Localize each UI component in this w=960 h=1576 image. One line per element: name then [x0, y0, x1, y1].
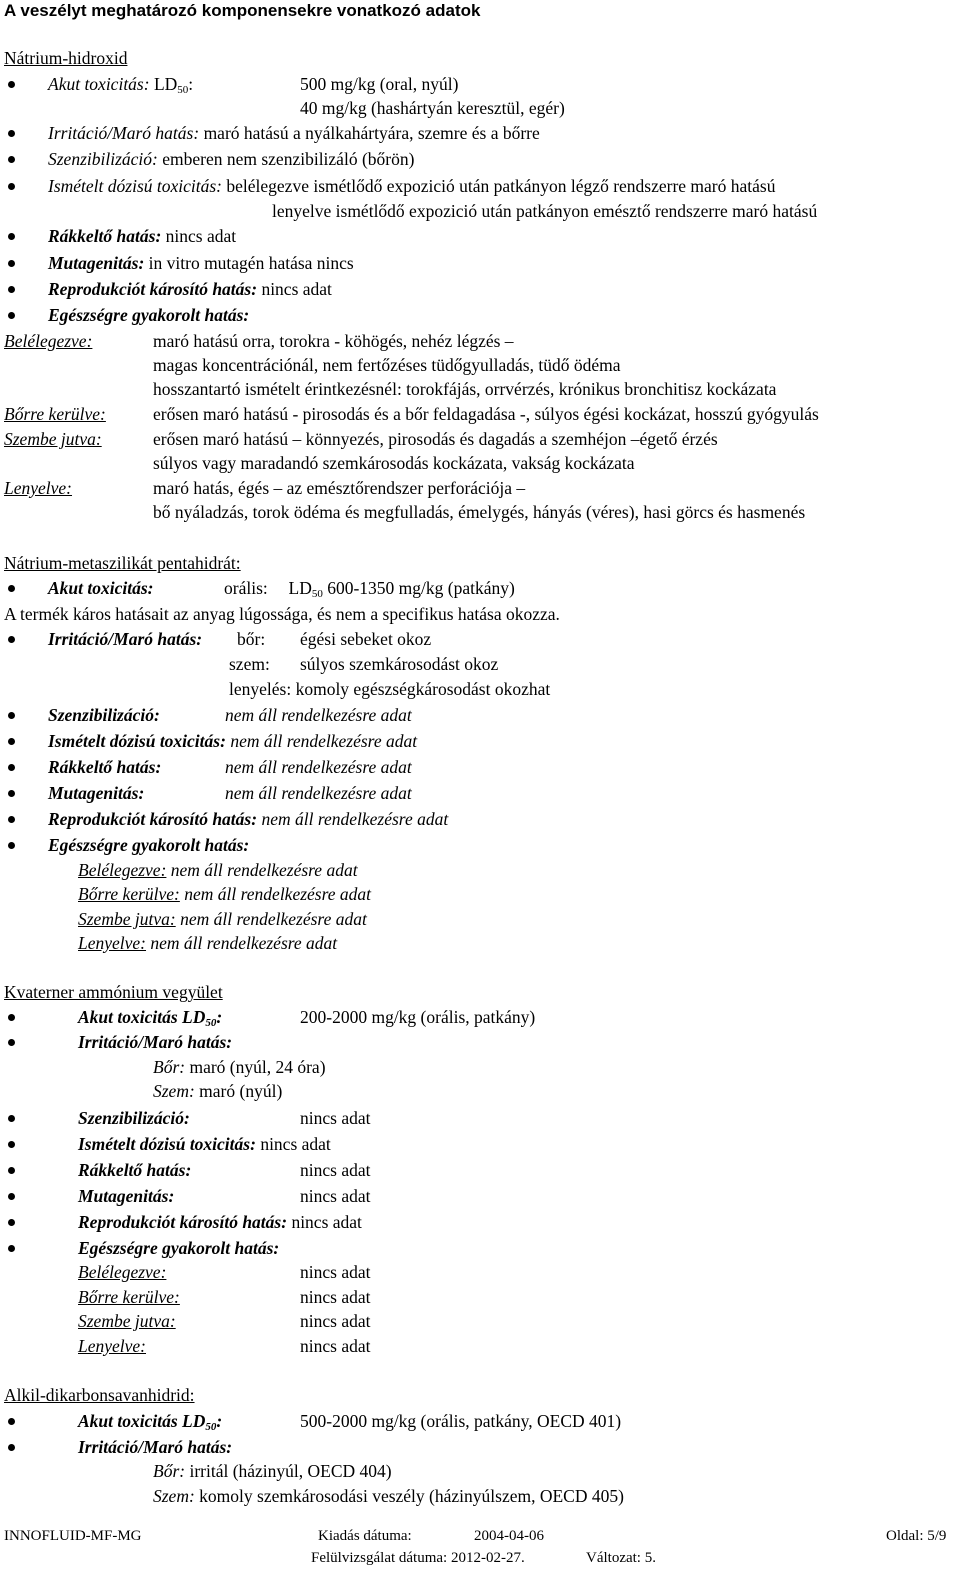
field-value: nincs adat [291, 1212, 362, 1232]
field-value: in vitro mutagén hatása nincs [148, 253, 354, 273]
bullet-icon [8, 1014, 15, 1021]
field-value: maró (nyúl) [199, 1081, 283, 1101]
field-label: Reprodukciót károsító hatás: [78, 1212, 288, 1232]
footer-issue-date: 2004-04-06 [474, 1528, 544, 1544]
bullet-icon [8, 636, 15, 643]
ld-subscript: 50 [311, 588, 323, 600]
repeated-dose-row [48, 175, 775, 197]
skin-row [153, 1056, 326, 1078]
bullet-icon [8, 712, 15, 719]
acute-label: Akut toxicitás LD [78, 1411, 206, 1431]
ingestion-label: Lenyelve: [78, 1336, 147, 1356]
health-effect-heading: Egészségre gyakorolt hatás: [48, 305, 250, 325]
page-title: A veszélyt meghatározó komponensekre vonatkozó adatok [4, 1, 481, 20]
route-label: lenyelés: [229, 679, 292, 699]
ld-prefix: LD [153, 74, 178, 94]
health-effect-heading: Egészségre gyakorolt hatás: [78, 1238, 280, 1258]
field-label: Akut toxicitás: [48, 74, 150, 94]
field-value: nincs adat [300, 1336, 371, 1356]
field-value: nincs adat [260, 1134, 331, 1154]
eye-label: Szembe jutva: [78, 909, 176, 929]
footer-review-date: Felülvizsgálat dátuma: 2012-02-27. [311, 1550, 525, 1566]
field-value: komoly egészségkárosodást okozhat [295, 679, 551, 699]
footer-issue-label: Kiadás dátuma: [318, 1528, 412, 1544]
field-value: lenyelve ismétlődő expozició után patkányon emésztő rendszerre maró hatású [272, 201, 818, 221]
route-label: Szem: [153, 1081, 195, 1101]
field-value: 500-2000 mg/kg (orális, patkány, OECD 401) [300, 1411, 622, 1431]
field-label: Irritáció/Maró hatás: [78, 1032, 233, 1052]
bullet-icon [8, 585, 15, 592]
field-value: súlyos szemkárosodást okoz [300, 654, 499, 674]
field-value: nincs adat [165, 226, 237, 246]
health-effect-heading: Egészségre gyakorolt hatás: [48, 835, 250, 855]
bullet-icon [8, 764, 15, 771]
field-value: nincs adat [300, 1108, 371, 1128]
bullet-icon [8, 1444, 15, 1451]
field-value: nem áll rendelkezésre adat [230, 731, 418, 751]
skin-label: Bőrre kerülve: [4, 404, 106, 424]
field-label [78, 1006, 222, 1028]
field-value: nem áll rendelkezésre adat [225, 705, 412, 725]
bullet-icon [8, 738, 15, 745]
bullet-icon [8, 790, 15, 797]
field-value: súlyos vagy maradandó szemkárosodás kockázata, vakság kockázata [153, 453, 635, 473]
field-label: Akut toxicitás: [48, 578, 154, 598]
route-label: orális: [224, 578, 268, 598]
field-value [229, 678, 550, 700]
field-label: Ismételt dózisú toxicitás: [48, 731, 226, 751]
field-value: égési sebeket okoz [300, 629, 432, 649]
inhalation-label: Belélegezve: [78, 1262, 167, 1282]
field-value: erősen maró hatású – könnyezés, pirosodás és dagadás a szemhéjon –égető érzés [153, 429, 718, 449]
bullet-icon [8, 1418, 15, 1425]
field-label: Reprodukciót károsító hatás: [48, 279, 258, 299]
field-value: 40 mg/kg (hashártyán keresztül, egér) [300, 98, 565, 118]
field-label: Mutagenitás: [78, 1186, 175, 1206]
field-value: maró hatású a nyálkahártyára, szemre és a bőrre [203, 123, 540, 143]
field-value: komoly szemkárosodási veszély (házinyúlszem, OECD 405) [199, 1486, 624, 1506]
bullet-icon [8, 286, 15, 293]
footer-page-number: Oldal: 5/9 [886, 1528, 947, 1544]
eye-label: Szembe jutva: [4, 429, 102, 449]
inhalation-row [78, 859, 358, 881]
reproductive-row [48, 808, 448, 830]
reproductive-row [48, 278, 332, 300]
bullet-icon [8, 260, 15, 267]
field-value: hosszantartó ismételt érintkezésnél: torokfájás, orrvérzés, krónikus bronchitisz kockázata [153, 379, 777, 399]
field-value: nem áll rendelkezésre adat [225, 783, 412, 803]
bullet-icon [8, 81, 15, 88]
carcinogenic-row [48, 225, 236, 247]
field-value: nincs adat [300, 1160, 371, 1180]
bullet-icon [8, 842, 15, 849]
note-text: A termék káros hatásait az anyag lúgossága, és nem a specifikus hatása okozza. [4, 604, 560, 624]
field-label: Ismételt dózisú toxicitás: [78, 1134, 256, 1154]
eye-row [153, 1485, 624, 1507]
repeated-dose-row [48, 730, 417, 752]
eye-row [153, 1080, 282, 1102]
field-label: Mutagenitás: [48, 783, 145, 803]
field-label: Mutagenitás: [48, 253, 145, 273]
bullet-icon [8, 1115, 15, 1122]
inhalation-label: Belélegezve: [78, 860, 167, 880]
bullet-icon [8, 156, 15, 163]
skin-row [153, 1460, 392, 1482]
ingestion-label: Lenyelve: [78, 933, 147, 953]
mutagenicity-row [48, 252, 354, 274]
field-label: Rákkeltő hatás: [48, 757, 162, 777]
bullet-icon [8, 130, 15, 137]
field-value: magas koncentrációnál, nem fertőzéses tüdőgyulladás, tüdő ödéma [153, 355, 621, 375]
ld-suffix: : [216, 1007, 223, 1027]
eye-row [78, 908, 367, 930]
field-value: erősen maró hatású - pirosodás és a bőr feldagadása -, súlyos égési kockázat, hosszú gyógyulás [153, 404, 819, 424]
ld-value: 600-1350 mg/kg (patkány) [327, 578, 515, 598]
field-label: Rákkeltő hatás: [48, 226, 162, 246]
acute-label: Akut toxicitás LD [78, 1007, 206, 1027]
field-value: emberen nem szenzibilizáló (bőrön) [162, 149, 415, 169]
field-label [78, 1410, 222, 1432]
field-value: maró hatás, égés – az emésztőrendszer perforációja – [153, 478, 526, 498]
bullet-icon [8, 183, 15, 190]
field-value: nincs adat [300, 1186, 371, 1206]
section-title-metasilicate: Nátrium-metaszilikát pentahidrát: [4, 553, 241, 573]
field-value: nem áll rendelkezésre adat [170, 860, 358, 880]
bullet-icon [8, 1245, 15, 1252]
route-label: Bőr: [153, 1461, 186, 1481]
section-title-quat: Kvaterner ammónium vegyület [4, 982, 223, 1002]
acute-toxicity-row [48, 73, 193, 95]
field-value: nem áll rendelkezésre adat [150, 933, 338, 953]
field-label: Irritáció/Maró hatás: [48, 123, 200, 143]
ld-prefix: LD [288, 578, 312, 598]
bullet-icon [8, 1193, 15, 1200]
skin-row [78, 883, 371, 905]
ingestion-label: Lenyelve: [4, 478, 73, 498]
field-value: nincs adat [300, 1287, 371, 1307]
bullet-icon [8, 1167, 15, 1174]
field-value: nem áll rendelkezésre adat [225, 757, 412, 777]
bullet-icon [8, 1219, 15, 1226]
field-label: Szenzibilizáció: [48, 149, 158, 169]
ld-suffix: : [188, 74, 194, 94]
bullet-icon [8, 1039, 15, 1046]
skin-label: Bőrre kerülve: [78, 884, 180, 904]
ld-subscript: 50 [177, 84, 189, 96]
field-value: maró hatású orra, torokra - köhögés, nehéz légzés – [153, 331, 514, 351]
route-label: szem: [229, 654, 270, 674]
route-label: bőr: [237, 629, 266, 649]
field-label: Ismételt dózisú toxicitás: [48, 176, 223, 196]
ld-subscript: 50 [205, 1421, 217, 1433]
reproductive-row [78, 1211, 362, 1233]
field-label: Szenzibilizáció: [78, 1108, 190, 1128]
bullet-icon [8, 233, 15, 240]
field-value: 500 mg/kg (oral, nyúl) [300, 74, 459, 94]
field-value: nem áll rendelkezésre adat [180, 909, 367, 929]
ld-suffix: : [216, 1411, 223, 1431]
field-value: bő nyáladzás, torok ödéma és megfulladás, émelygés, hányás (véres), hasi görcs és hasmenés [153, 502, 806, 522]
bullet-icon [8, 312, 15, 319]
field-value: irritál (házinyúl, OECD 404) [189, 1461, 392, 1481]
field-value: nem áll rendelkezésre adat [184, 884, 372, 904]
footer-version: Változat: 5. [586, 1550, 656, 1566]
field-label: Reprodukciót károsító hatás: [48, 809, 258, 829]
section-title-naoh: Nátrium-hidroxid [4, 48, 128, 68]
field-value: 200-2000 mg/kg (orális, patkány) [300, 1007, 536, 1027]
ld-subscript: 50 [205, 1017, 217, 1029]
bullet-icon [8, 1141, 15, 1148]
field-label: Irritáció/Maró hatás: [48, 629, 203, 649]
sensitization-row [48, 148, 414, 170]
ingestion-row [78, 932, 337, 954]
repeated-dose-row [78, 1133, 331, 1155]
field-value: nincs adat [300, 1311, 371, 1331]
route-label: Bőr: [153, 1057, 186, 1077]
section-title-alkil: Alkil-dikarbonsavanhidrid: [4, 1385, 195, 1405]
field-label: Rákkeltő hatás: [78, 1160, 192, 1180]
field-value: maró (nyúl, 24 óra) [189, 1057, 326, 1077]
eye-label: Szembe jutva: [78, 1311, 176, 1331]
skin-label: Bőrre kerülve: [78, 1287, 180, 1307]
inhalation-label: Belélegezve: [4, 331, 93, 351]
field-value: belélegezve ismétlődő expozició után patkányon légző rendszerre maró hatású [226, 176, 776, 196]
irritation-row [48, 122, 540, 144]
field-label: Irritáció/Maró hatás: [78, 1437, 233, 1457]
bullet-icon [8, 816, 15, 823]
field-label: Szenzibilizáció: [48, 705, 160, 725]
route-label: Szem: [153, 1486, 195, 1506]
footer-product: INNOFLUID-MF-MG [4, 1528, 142, 1544]
field-value: nincs adat [261, 279, 332, 299]
field-value: nincs adat [300, 1262, 371, 1282]
field-value: nem áll rendelkezésre adat [261, 809, 449, 829]
field-value [224, 577, 515, 599]
